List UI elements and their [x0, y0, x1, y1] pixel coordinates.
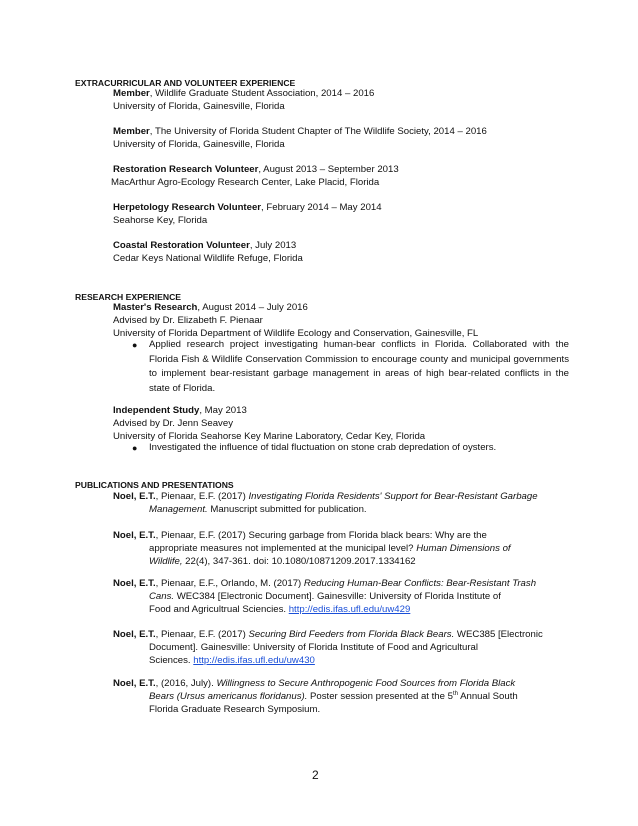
publication-line: Sciences. http://edis.ifas.ufl.edu/uw430	[149, 655, 315, 666]
publication-line: Document]. Gainesville: University of Florida Institute of Food and Agricultural	[149, 642, 479, 653]
research-entry-advisor: Advised by Dr. Jenn Seavey	[113, 418, 233, 429]
extracurricular-entry-title: Member, The University of Florida Student Chapter of The Wildlife Society, 2014 – 2016	[113, 126, 487, 137]
publication-line: Bears (Ursus americanus floridanus). Poster session presented at the 5th Annual South	[149, 690, 518, 702]
extracurricular-entry-place: University of Florida, Gainesville, Florida	[113, 101, 285, 112]
extracurricular-entry-title: Herpetology Research Volunteer, February 2014 – May 2014	[113, 202, 382, 213]
research-entry-place: University of Florida Seahorse Key Marine Laboratory, Cedar Key, Florida	[113, 431, 426, 442]
research-entry-place: University of Florida Department of Wildlife Ecology and Conservation, Gainesville, FL	[113, 328, 479, 339]
publications-heading: PUBLICATIONS AND PRESENTATIONS	[75, 480, 234, 490]
extracurricular-entry-title: Restoration Research Volunteer, August 2013 – September 2013	[113, 164, 399, 175]
extracurricular-entry-title: Member, Wildlife Graduate Student Association, 2014 – 2016	[113, 88, 375, 99]
publication-link[interactable]: http://edis.ifas.ufl.edu/uw429	[288, 604, 411, 615]
extracurricular-entry-title: Coastal Restoration Volunteer, July 2013	[113, 240, 297, 251]
bullet-icon: ●	[132, 340, 138, 350]
research-entry-bullet: Applied research project investigating human-bear conflicts in Florida. Collaborated with the Florida Fish & Wildlife Conservation Commission to encourage county and municipal governments to implement bear-resistant garbage management in areas of high bear-related conflicts in the state of Florida.	[149, 339, 569, 394]
publication-line: Cans. WEC384 [Electronic Document]. Gainesville: University of Florida Institute of	[149, 591, 501, 602]
research-entry-title: Independent Study, May 2013	[113, 405, 247, 416]
publication-link[interactable]: http://edis.ifas.ufl.edu/uw430	[193, 655, 315, 666]
publication-line: Florida Graduate Research Symposium.	[149, 704, 321, 715]
publication-line: Noel, E.T., Pienaar, E.F., Orlando, M. (2017) Reducing Human-Bear Conflicts: Bear-Resistant Trash	[113, 578, 537, 589]
page-number: 2	[312, 768, 319, 782]
research-entry-bullet: Investigated the influence of tidal fluctuation on stone crab depredation of oysters.	[149, 442, 497, 453]
publication-line: Wildlife, 22(4), 347-361. doi: 10.1080/10871209.2017.1334162	[149, 556, 416, 567]
research-heading: RESEARCH EXPERIENCE	[75, 292, 182, 302]
publication-line: Noel, E.T., Pienaar, E.F. (2017) Investigating Florida Residents' Support for Bear-Resistant Garbage	[113, 491, 538, 502]
extracurricular-entry-place: University of Florida, Gainesville, Florida	[113, 139, 285, 150]
bullet-icon: ●	[132, 443, 138, 453]
publication-line: appropriate measures not implemented at the municipal level? Human Dimensions of	[149, 543, 511, 554]
extracurricular-entry-place: Seahorse Key, Florida	[113, 215, 208, 226]
publication-line: Food and Agricultrual Sciencies. http://edis.ifas.ufl.edu/uw429	[149, 604, 411, 615]
publication-line: Noel, E.T., (2016, July). Willingness to Secure Anthropogenic Food Sources from Florida Black	[113, 678, 516, 689]
publication-line: Noel, E.T., Pienaar, E.F. (2017) Securing garbage from Florida black bears: Why are the	[113, 530, 487, 541]
extracurricular-entry-place: Cedar Keys National Wildlife Refuge, Florida	[113, 253, 303, 264]
extracurricular-heading: EXTRACURRICULAR AND VOLUNTEER EXPERIENCE	[75, 78, 296, 88]
research-entry-advisor: Advised by Dr. Elizabeth F. Pienaar	[113, 315, 263, 326]
research-entry-title: Master's Research, August 2014 – July 2016	[113, 302, 308, 313]
publication-line: Noel, E.T., Pienaar, E.F. (2017) Securing Bird Feeders from Florida Black Bears. WEC385 [Electronic	[113, 629, 543, 640]
extracurricular-entry-place: MacArthur Agro-Ecology Research Center, Lake Placid, Florida	[111, 177, 380, 188]
publication-line: Management. Manuscript submitted for publication.	[149, 504, 367, 515]
